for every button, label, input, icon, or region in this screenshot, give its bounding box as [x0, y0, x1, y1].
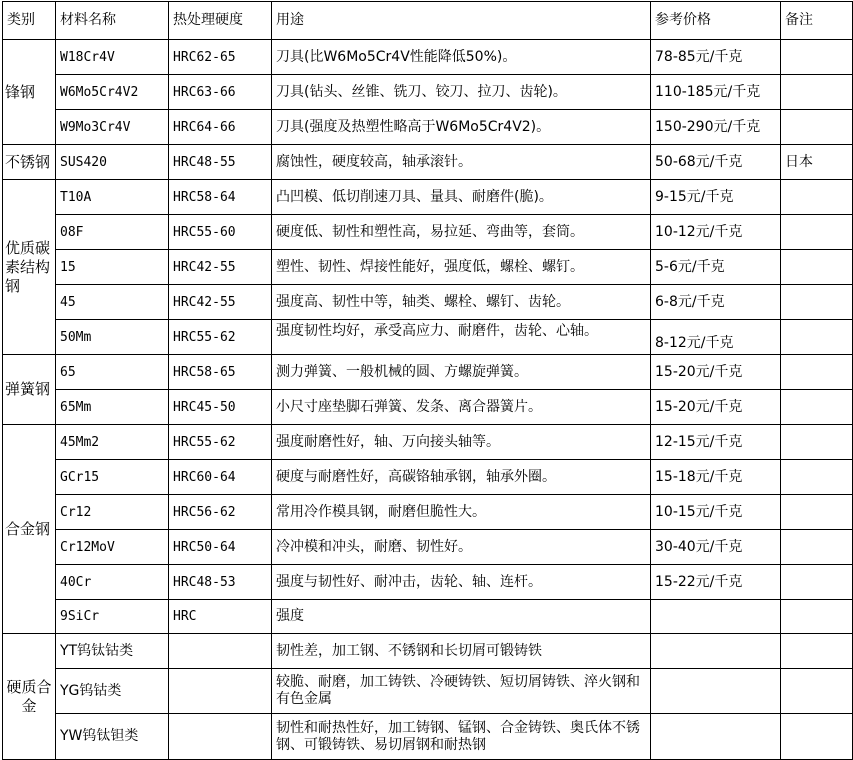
table-row	[3, 320, 853, 355]
note-value	[781, 460, 853, 495]
hardness-value: HRC42-55	[169, 285, 272, 320]
header-category: 类别	[3, 2, 56, 40]
hardness-value	[169, 714, 272, 760]
hardness-value: HRC55-60	[169, 215, 272, 250]
table-row	[3, 110, 853, 145]
usage-text: 强度与韧性好、耐冲击，齿轮、轴、连杆。	[272, 565, 651, 600]
note-value	[781, 565, 853, 600]
hardness-value: HRC55-62	[169, 425, 272, 460]
category-cell: 合金钢	[3, 425, 56, 634]
note-value	[781, 250, 853, 285]
table-row	[3, 40, 853, 75]
price-value: 6-8元/千克	[651, 285, 781, 320]
material-name: YT钨钛钴类	[56, 634, 169, 669]
hardness-value: HRC48-55	[169, 145, 272, 180]
table-row	[3, 390, 853, 425]
materials-table	[2, 1, 853, 760]
hardness-value: HRC60-64	[169, 460, 272, 495]
table-row	[3, 600, 853, 634]
note-value	[781, 425, 853, 460]
category-cell: 弹簧钢	[3, 355, 56, 425]
header-hardness: 热处理硬度	[169, 2, 272, 40]
table-row	[3, 425, 853, 460]
material-name: YW钨钛钽类	[56, 714, 169, 760]
category-cell: 锋钢	[3, 40, 56, 145]
material-name: Cr12MoV	[56, 530, 169, 565]
category-cell: 硬质合金	[3, 634, 56, 760]
usage-text: 腐蚀性，硬度较高，轴承滚针。	[272, 145, 651, 180]
price-value: 9-15元/千克	[651, 180, 781, 215]
usage-text: 强度高、韧性中等，轴类、螺栓、螺钉、齿轮。	[272, 285, 651, 320]
note-value	[781, 355, 853, 390]
header-note: 备注	[781, 2, 853, 40]
usage-text: 韧性差，加工钢、不锈钢和长切屑可锻铸铁	[272, 634, 651, 669]
usage-text: 小尺寸座垫脚石弹簧、发条、离合器簧片。	[272, 390, 651, 425]
hardness-value: HRC45-50	[169, 390, 272, 425]
material-name: W9Mo3Cr4V	[56, 110, 169, 145]
hardness-value: HRC63-66	[169, 75, 272, 110]
note-value	[781, 320, 853, 355]
material-name: 15	[56, 250, 169, 285]
material-name: T10A	[56, 180, 169, 215]
note-value	[781, 40, 853, 75]
table-row	[3, 565, 853, 600]
note-value	[781, 530, 853, 565]
table-row	[3, 250, 853, 285]
note-value	[781, 215, 853, 250]
note-value	[781, 285, 853, 320]
table-row	[3, 180, 853, 215]
price-value: 10-12元/千克	[651, 215, 781, 250]
price-value	[651, 600, 781, 634]
hardness-value: HRC58-64	[169, 180, 272, 215]
note-value	[781, 600, 853, 634]
material-name: 45	[56, 285, 169, 320]
price-value: 50-68元/千克	[651, 145, 781, 180]
note-value	[781, 634, 853, 669]
table-row	[3, 530, 853, 565]
table-row	[3, 634, 853, 669]
note-value	[781, 110, 853, 145]
hardness-value: HRC56-62	[169, 495, 272, 530]
usage-text: 硬度低、韧性和塑性高，易拉延、弯曲等，套筒。	[272, 215, 651, 250]
price-value	[651, 634, 781, 669]
table-row	[3, 355, 853, 390]
table-row	[3, 460, 853, 495]
hardness-value: HRC55-62	[169, 320, 272, 355]
material-name: YG钨钴类	[56, 669, 169, 714]
material-name: 08F	[56, 215, 169, 250]
note-value	[781, 495, 853, 530]
note-value	[781, 714, 853, 760]
material-name: 45Mm2	[56, 425, 169, 460]
table-row	[3, 145, 853, 180]
table-row	[3, 75, 853, 110]
note-value	[781, 669, 853, 714]
table-row	[3, 495, 853, 530]
usage-text: 凸凹模、低切削速刀具、量具、耐磨件(脆)。	[272, 180, 651, 215]
material-name: GCr15	[56, 460, 169, 495]
usage-text: 韧性和耐热性好，加工铸钢、锰钢、合金铸铁、奥氏体不锈钢、可锻铸铁、易切屑钢和耐热钢	[272, 714, 651, 760]
usage-text: 刀具(比W6Mo5Cr4V性能降低50%)。	[272, 40, 651, 75]
hardness-value: HRC50-64	[169, 530, 272, 565]
price-value: 15-20元/千克	[651, 390, 781, 425]
usage-text: 硬度与耐磨性好，高碳铬轴承钢，轴承外圈。	[272, 460, 651, 495]
usage-text: 强度韧性均好，承受高应力、耐磨件，齿轮、心轴。	[272, 320, 651, 355]
price-value: 10-15元/千克	[651, 495, 781, 530]
header-usage: 用途	[272, 2, 651, 40]
price-value: 78-85元/千克	[651, 40, 781, 75]
price-value: 5-6元/千克	[651, 250, 781, 285]
price-value: 15-22元/千克	[651, 565, 781, 600]
material-name: 65	[56, 355, 169, 390]
category-cell: 不锈钢	[3, 145, 56, 180]
usage-text: 常用冷作模具钢，耐磨但脆性大。	[272, 495, 651, 530]
price-value: 150-290元/千克	[651, 110, 781, 145]
table-row	[3, 669, 853, 714]
note-value	[781, 75, 853, 110]
hardness-value: HRC	[169, 600, 272, 634]
usage-text: 刀具(强度及热塑性略高于W6Mo5Cr4V2)。	[272, 110, 651, 145]
category-cell: 优质碳素结构钢	[3, 180, 56, 355]
table-row	[3, 285, 853, 320]
price-value: 15-18元/千克	[651, 460, 781, 495]
usage-text: 较脆、耐磨，加工铸铁、冷硬铸铁、短切屑铸铁、淬火钢和有色金属	[272, 669, 651, 714]
price-value: 8-12元/千克	[651, 320, 781, 355]
price-value: 30-40元/千克	[651, 530, 781, 565]
note-value: 日本	[781, 145, 853, 180]
header-name: 材料名称	[56, 2, 169, 40]
table-row	[3, 714, 853, 760]
price-value: 15-20元/千克	[651, 355, 781, 390]
material-name: 9SiCr	[56, 600, 169, 634]
usage-text: 强度耐磨性好，轴、万向接头轴等。	[272, 425, 651, 460]
price-value	[651, 714, 781, 760]
material-name: 65Mm	[56, 390, 169, 425]
material-name: 50Mm	[56, 320, 169, 355]
hardness-value: HRC64-66	[169, 110, 272, 145]
usage-text: 强度	[272, 600, 651, 634]
material-name: W6Mo5Cr4V2	[56, 75, 169, 110]
price-value: 110-185元/千克	[651, 75, 781, 110]
material-name: W18Cr4V	[56, 40, 169, 75]
material-name: 40Cr	[56, 565, 169, 600]
header-price: 参考价格	[651, 2, 781, 40]
note-value	[781, 180, 853, 215]
usage-text: 刀具(钻头、丝锥、铣刀、铰刀、拉刀、齿轮)。	[272, 75, 651, 110]
usage-text: 冷冲模和冲头，耐磨、韧性好。	[272, 530, 651, 565]
usage-text: 塑性、韧性、焊接性能好，强度低，螺栓、螺钉。	[272, 250, 651, 285]
note-value	[781, 390, 853, 425]
table-row	[3, 215, 853, 250]
hardness-value: HRC42-55	[169, 250, 272, 285]
usage-text: 测力弹簧、一般机械的圆、方螺旋弹簧。	[272, 355, 651, 390]
header-row	[3, 2, 853, 40]
hardness-value	[169, 634, 272, 669]
price-value	[651, 669, 781, 714]
hardness-value: HRC58-65	[169, 355, 272, 390]
price-value: 12-15元/千克	[651, 425, 781, 460]
material-name: Cr12	[56, 495, 169, 530]
hardness-value	[169, 669, 272, 714]
hardness-value: HRC62-65	[169, 40, 272, 75]
hardness-value: HRC48-53	[169, 565, 272, 600]
material-name: SUS420	[56, 145, 169, 180]
